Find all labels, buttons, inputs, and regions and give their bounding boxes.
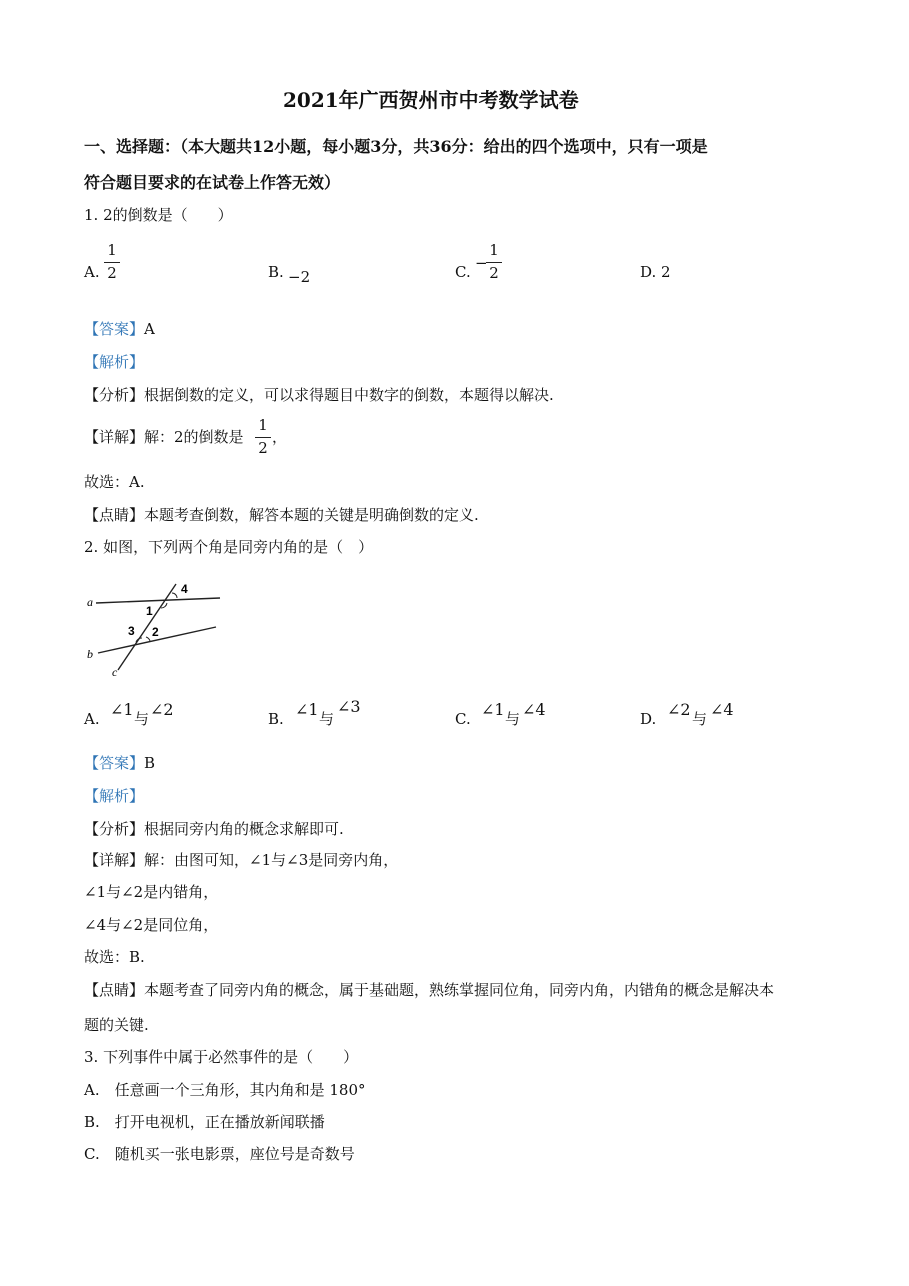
q2-option-c-label: C. (455, 710, 471, 728)
q2-option-d-yu: 与 (692, 710, 708, 728)
q1-analysis-tag: 【解析】 (84, 353, 145, 371)
q1-option-a-label: A. (84, 263, 100, 281)
q2-option-d-label: D. (640, 710, 657, 728)
q2-comment-cont: 题的关键. (84, 1016, 149, 1034)
angle-label-3: 3 (128, 624, 135, 638)
q1-answer-value: A (144, 320, 155, 338)
answer-tag: 【答案】 (84, 754, 145, 772)
q1-option-a-denominator: 2 (107, 264, 117, 282)
comment-tag: 【点睛】 (84, 506, 145, 524)
q2-option-a-label: A. (84, 710, 100, 728)
q1-option-d: D. 2 (640, 263, 671, 281)
section-header-line2: 符合题目要求的在试卷上作答无效） (84, 173, 341, 192)
comment-tag: 【点睛】 (84, 981, 145, 999)
q2-answer (84, 756, 155, 771)
line-c (118, 584, 176, 670)
answer-tag: 【答案】 (84, 320, 145, 338)
q2-option-b-label: B. (268, 710, 284, 728)
q1-fenxi-text: 根据倒数的定义，可以求得题目中数字的倒数，本题得以解决. (144, 386, 554, 404)
label-b: b (87, 647, 93, 661)
q1-option-c-label: C. (455, 263, 471, 281)
q1-option-a-numerator: 1 (107, 241, 117, 259)
angle-label-2: 2 (152, 625, 159, 639)
q2-option-d-first: ∠2 (667, 700, 691, 719)
q2-detail-text: 解：由图可知，∠1与∠3是同旁内角， (144, 851, 399, 869)
q2-detail-line-b: ∠4与∠2是同位角， (84, 916, 219, 934)
q1-option-c-numerator: 1 (489, 241, 499, 259)
q1-comment-text: 本题考查倒数，解答本题的关键是明确倒数的定义. (144, 506, 479, 524)
q1-detail-end: ， (272, 428, 288, 446)
q2-analysis-tag: 【解析】 (84, 787, 145, 805)
detail-tag: 【详解】 (84, 851, 145, 869)
q1-detail-numerator: 1 (258, 416, 268, 434)
q2-option-a-first: ∠1 (110, 700, 134, 719)
q1-detail-fraction (255, 418, 271, 456)
q2-detail-line-a: ∠1与∠2是内错角， (84, 883, 219, 901)
detail-tag: 【详解】 (84, 428, 145, 446)
q1-detail-text: 解：2的倒数是 (144, 428, 244, 446)
q3-option-c: C. 随机买一张电影票，座位号是奇数号 (84, 1145, 355, 1163)
angle-arc-4 (172, 593, 177, 598)
q2-figure (84, 578, 224, 678)
angle-label-4: 4 (181, 582, 188, 596)
q2-option-a-second: ∠2 (150, 700, 174, 719)
q2-fenxi-text: 根据同旁内角的概念求解即可. (144, 820, 344, 838)
fenxi-tag: 【分析】 (84, 386, 145, 404)
q2-option-a-yu: 与 (134, 710, 150, 728)
line-a (96, 598, 220, 603)
q2-detail (84, 853, 398, 868)
page-title: 2021年广西贺州市中考数学试卷 (283, 88, 579, 112)
fenxi-tag: 【分析】 (84, 820, 145, 838)
label-c: c (112, 665, 118, 678)
q2-stem: 2. 如图，下列两个角是同旁内角的是（ ） (84, 538, 374, 556)
q1-option-b-value: −2 (288, 268, 311, 286)
q2-comment-text: 本题考查了同旁内角的概念，属于基础题，熟练掌握同位角，同旁内角，内错角的概念是解决本 (144, 981, 775, 999)
q1-detail-denominator: 2 (258, 439, 268, 457)
q2-answer-value: B (144, 754, 156, 772)
q1-option-b-label: B. (268, 263, 284, 281)
q1-answer (84, 322, 155, 337)
q2-comment (84, 983, 774, 998)
q1-stem: 1. 2的倒数是（ ） (84, 206, 233, 224)
q1-detail (84, 430, 244, 445)
q3-stem: 3. 下列事件中属于必然事件的是（ ） (84, 1048, 359, 1066)
q1-comment (84, 508, 479, 523)
label-a: a (87, 595, 93, 609)
angle-label-1: 1 (146, 604, 153, 618)
q1-option-c-denominator: 2 (489, 264, 499, 282)
q2-option-b-second: ∠3 (337, 697, 361, 716)
fraction-bar (104, 262, 120, 263)
section-header-line1: 一、选择题：（本大题共12小题，每小题3分，共36分：给出的四个选项中，只有一项是 (84, 137, 708, 156)
q1-fenxi (84, 388, 554, 403)
q2-option-c-second: ∠4 (522, 700, 546, 719)
q1-option-a-fraction (104, 243, 120, 281)
q2-option-c-yu: 与 (505, 710, 521, 728)
fraction-bar (255, 437, 271, 438)
q2-option-d-second: ∠4 (710, 700, 734, 719)
q2-choose: 故选：B. (84, 948, 145, 966)
fraction-bar (486, 262, 502, 263)
q3-option-a: A. 任意画一个三角形，其内角和是 180° (84, 1081, 366, 1099)
q2-option-b-yu: 与 (319, 710, 335, 728)
q1-option-c-fraction (486, 243, 502, 281)
q2-option-b-first: ∠1 (295, 700, 319, 719)
q1-choose: 故选：A. (84, 473, 145, 491)
q3-option-b: B. 打开电视机，正在播放新闻联播 (84, 1113, 325, 1131)
q2-fenxi (84, 822, 344, 837)
q1-option-c-sign: − (475, 254, 488, 272)
q2-option-c-first: ∠1 (481, 700, 505, 719)
angle-arc-2 (146, 637, 150, 641)
